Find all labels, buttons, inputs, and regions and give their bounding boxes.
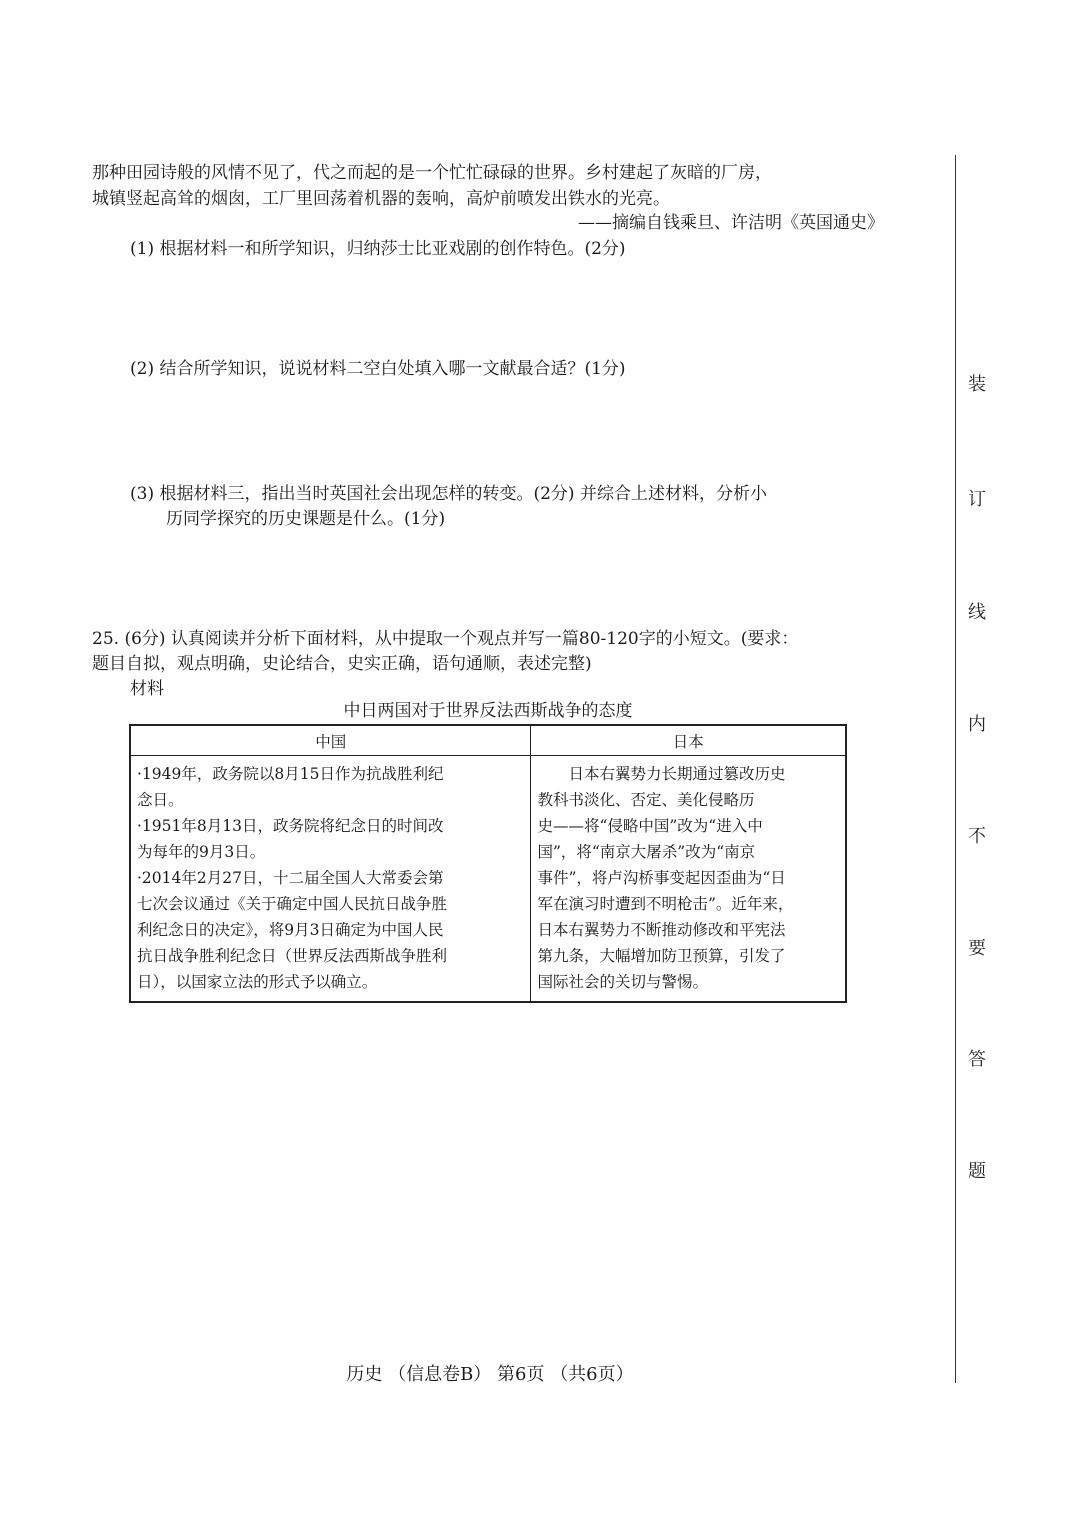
binding-char: 订: [968, 489, 986, 510]
binding-char: 题: [968, 1161, 986, 1182]
binding-char: 要: [968, 938, 986, 959]
binding-char: 内: [968, 714, 986, 735]
passage-line-1: 那种田园诗般的风情不见了，代之而起的是一个忙忙碌碌的世界。乡村建起了灰暗的厂房，: [92, 163, 772, 183]
japan-line: 事件”，将卢沟桥事变起因歪曲为“日: [537, 869, 786, 887]
china-line: 七次会议通过《关于确定中国人民抗日战争胜: [137, 895, 448, 913]
china-line: ·2014年2月27日，十二届全国人大常委会第: [137, 869, 444, 887]
question-3-line-2: 历同学探究的历史课题是什么。(1分): [166, 509, 446, 529]
q25-line-1: 25. (6分) 认真阅读并分析下面材料，从中提取一个观点并写一篇80-120字的小短文。(要求：: [92, 629, 799, 649]
china-line: 念日。: [137, 791, 184, 809]
table-header-row: [130, 725, 846, 756]
table-row: [130, 756, 846, 1003]
question-2: (2) 结合所学知识，说说材料二空白处填入哪一文献最合适？(1分): [130, 359, 626, 379]
page-footer: 历史 （信息卷B） 第6页 （共6页）: [346, 1364, 634, 1385]
binding-char: 装: [968, 374, 986, 395]
binding-line: [955, 155, 956, 1383]
japan-line: 日本右翼势力长期通过篡改历史: [568, 765, 786, 783]
china-line: 日），以国家立法的形式予以确立。: [137, 973, 378, 991]
japan-line: 第九条，大幅增加防卫预算，引发了: [537, 947, 786, 965]
material-label: 材料: [130, 679, 164, 699]
question-1: (1) 根据材料一和所学知识，归纳莎士比亚戏剧的创作特色。(2分): [130, 239, 626, 259]
china-cell: [130, 756, 531, 1003]
japan-cell: [531, 756, 846, 1003]
japan-line: 日本右翼势力不断推动修改和平宪法: [537, 921, 786, 939]
passage-line-2: 城镇竖起高耸的烟囱，工厂里回荡着机器的轰响，高炉前喷发出铁水的光亮。: [92, 189, 670, 209]
china-line: 利纪念日的决定》，将9月3日确定为中国人民: [137, 921, 444, 939]
japan-line: 军在演习时遭到不明枪击”。近年来，: [537, 895, 794, 913]
q25-line-2: 题目自拟，观点明确，史论结合，史实正确，语句通顺，表述完整): [92, 654, 592, 674]
binding-char: 答: [968, 1049, 986, 1070]
japan-line: 史——将“侵略中国”改为“进入中: [537, 817, 763, 835]
japan-line: 国际社会的关切与警惕。: [537, 973, 708, 991]
japan-line: 教科书淡化、否定、美化侵略历: [537, 791, 755, 809]
china-line: ·1949年，政务院以8月15日作为抗战胜利纪: [137, 765, 444, 783]
binding-char: 线: [968, 602, 986, 623]
attitude-table: [129, 724, 847, 1003]
table-title: 中日两国对于世界反法西斯战争的态度: [343, 701, 633, 721]
china-line: 抗日战争胜利纪念日（世界反法西斯战争胜利: [137, 947, 448, 965]
japan-line: 国”，将“南京大屠杀”改为“南京: [537, 843, 756, 861]
header-japan: 日本: [531, 725, 846, 756]
header-china: 中国: [130, 725, 531, 756]
question-3-line-1: (3) 根据材料三，指出当时英国社会出现怎样的转变。(2分) 并综合上述材料，分析小: [130, 484, 767, 504]
binding-char: 不: [968, 826, 986, 847]
china-line: 为每年的9月3日。: [137, 843, 266, 861]
china-line: ·1951年8月13日，政务院将纪念日的时间改: [137, 817, 444, 835]
passage-source: ——摘编自钱乘旦、许洁明《英国通史》: [578, 213, 884, 233]
